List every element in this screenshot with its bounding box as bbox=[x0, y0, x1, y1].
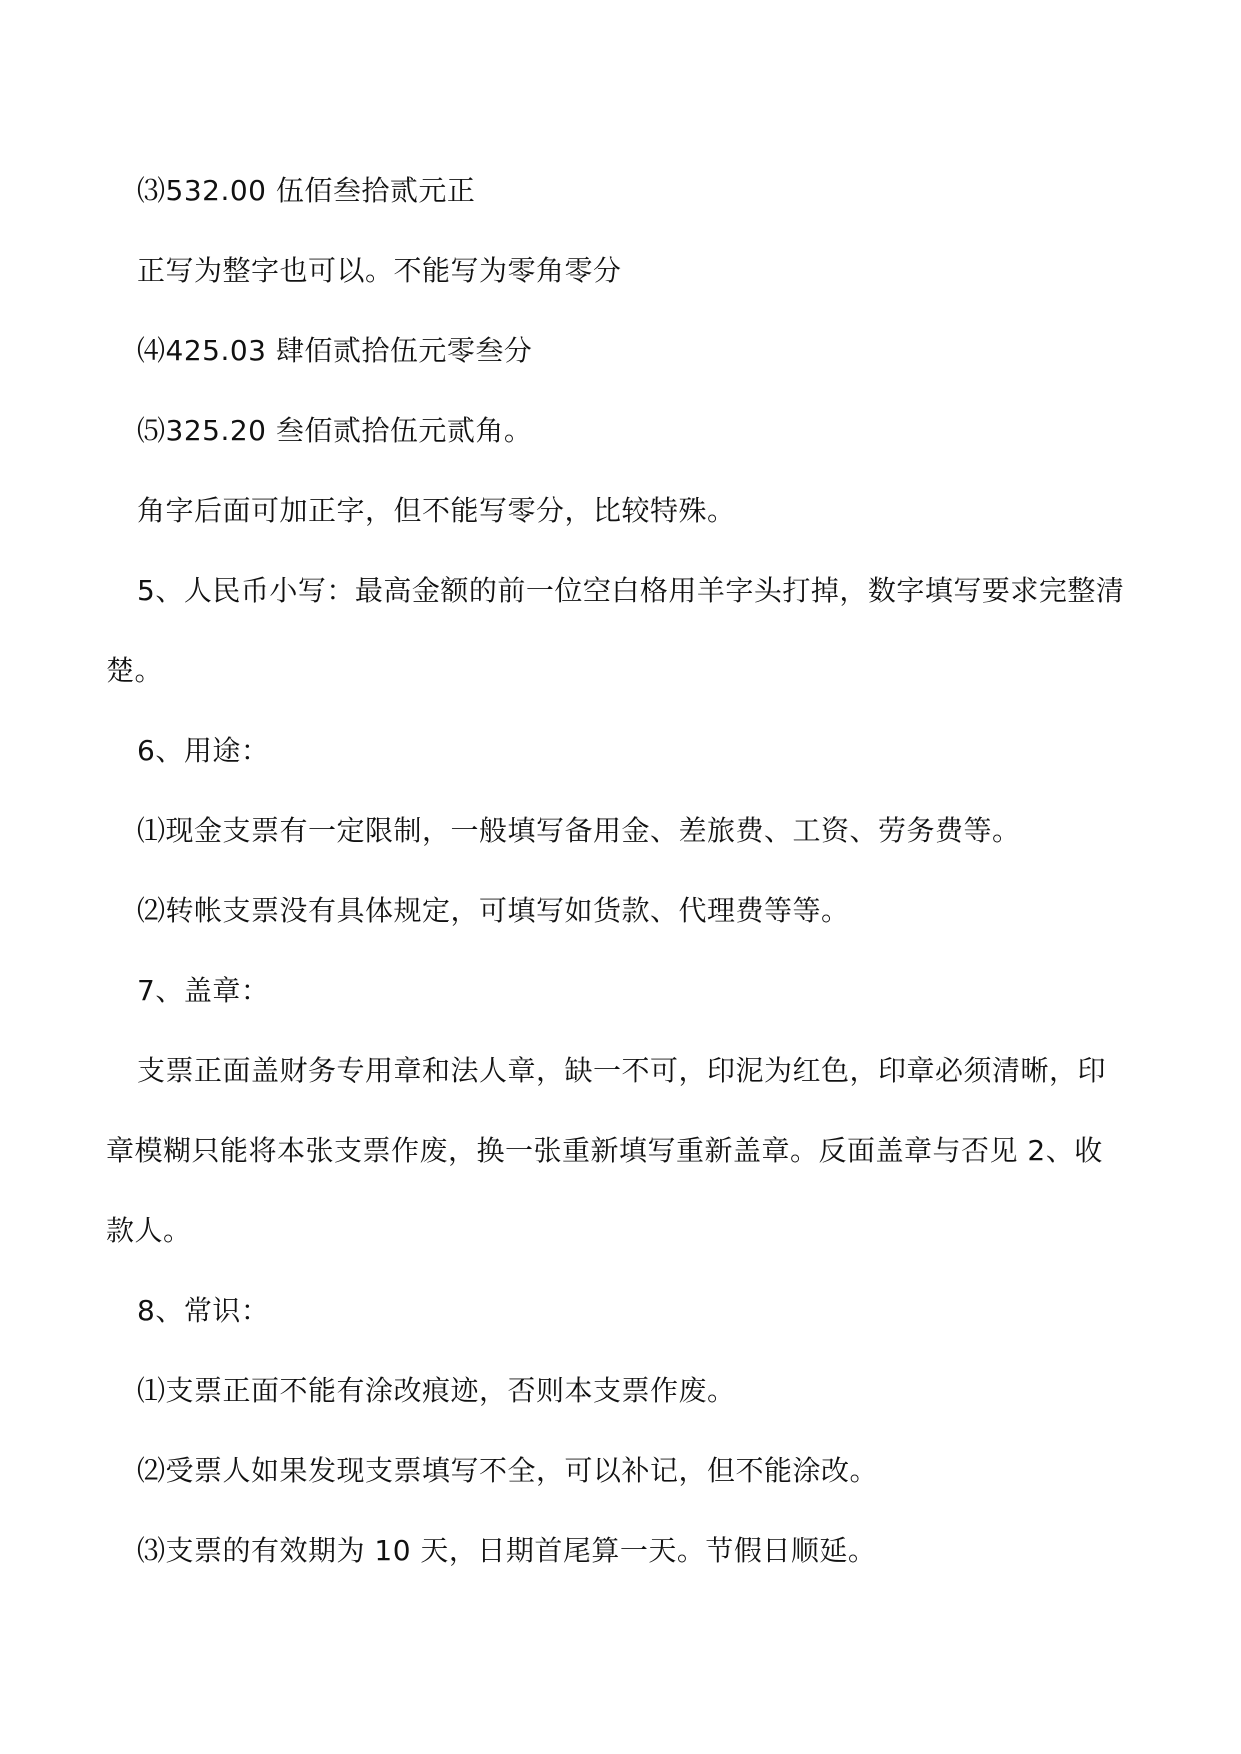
common-sense-item-3: ⑶支票的有效期为 10 天，日期首尾算一天。节假日顺延。 bbox=[137, 1534, 877, 1567]
note-zheng: 正写为整字也可以。不能写为零角零分 bbox=[137, 254, 622, 287]
stamp-paragraph-line-2: 章模糊只能将本张支票作废，换一张重新填写重新盖章。反面盖章与否见 2、收 bbox=[106, 1134, 1103, 1167]
common-sense-item-2: ⑵受票人如果发现支票填写不全，可以补记，但不能涂改。 bbox=[137, 1454, 879, 1487]
section-8-heading: 8、常识： bbox=[137, 1294, 270, 1327]
section-5-line-2: 楚。 bbox=[106, 654, 164, 687]
section-6-heading: 6、用途： bbox=[137, 734, 270, 767]
usage-item-2: ⑵转帐支票没有具体规定，可填写如货款、代理费等等。 bbox=[137, 894, 850, 927]
note-jiao: 角字后面可加正字，但不能写零分，比较特殊。 bbox=[137, 494, 736, 527]
section-7-heading: 7、盖章： bbox=[137, 974, 270, 1007]
stamp-paragraph-line-1: 支票正面盖财务专用章和法人章，缺一不可，印泥为红色，印章必须清晰，印 bbox=[137, 1054, 1107, 1087]
amount-example-3: ⑶532.00 伍佰叁拾贰元正 bbox=[137, 174, 476, 207]
amount-example-5: ⑸325.20 叁佰贰拾伍元贰角。 bbox=[137, 414, 533, 447]
amount-example-4: ⑷425.03 肆佰贰拾伍元零叁分 bbox=[137, 334, 533, 367]
common-sense-item-1: ⑴支票正面不能有涂改痕迹，否则本支票作废。 bbox=[137, 1374, 736, 1407]
stamp-paragraph-line-3: 款人。 bbox=[106, 1214, 192, 1247]
section-5-line-1: 5、人民币小写：最高金额的前一位空白格用羊字头打掉，数字填写要求完整清 bbox=[137, 574, 1125, 607]
usage-item-1: ⑴现金支票有一定限制，一般填写备用金、差旅费、工资、劳务费等。 bbox=[137, 814, 1021, 847]
